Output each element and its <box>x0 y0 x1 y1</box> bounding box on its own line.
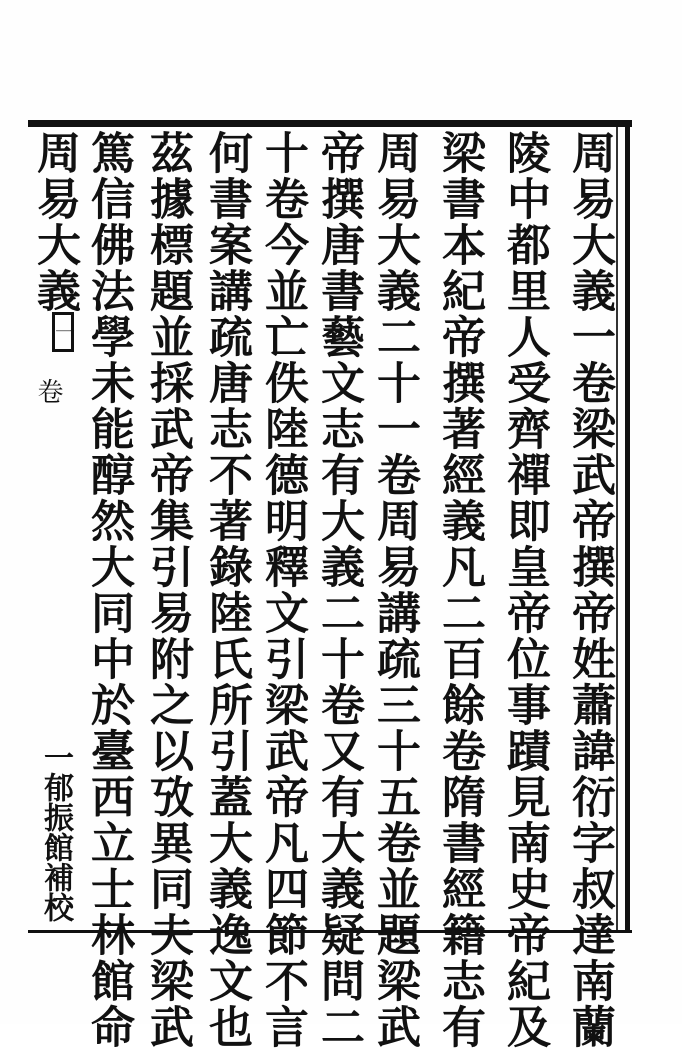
juan-label: 卷 <box>33 378 63 404</box>
frame-right-inner-line <box>616 127 618 930</box>
title-column: 周易大義 <box>29 130 80 314</box>
text-column-5: 帝撰唐書藝文志有大義二十卷又有大義疑問二 <box>313 130 364 1050</box>
text-column-7: 何書案講疏唐志不著錄陸氏所引蓋大義逸文也 <box>201 130 252 1050</box>
text-column-4: 周易大義二十一卷周易講疏三十五卷並題梁武 <box>369 130 420 1050</box>
volume-marker: 一 <box>52 312 74 352</box>
text-column-6: 十卷今並亡佚陸德明釋文引梁武帝凡四節不言 <box>257 130 308 1050</box>
text-column-9: 篤信佛法學未能醇然大同中於臺西立士林館命 <box>83 130 134 1050</box>
collator-note: 一郁振館補校 <box>38 742 73 922</box>
text-column-8: 茲據標題並採武帝集引易附之以攷異同夫梁武 <box>142 130 193 1050</box>
frame-right-border <box>625 120 630 932</box>
text-column-1: 周易大義一卷梁武帝撰帝姓蕭諱衍字叔達南蘭 <box>564 130 615 1050</box>
text-column-3: 梁書本紀帝撰著經義凡二百餘卷隋書經籍志有 <box>434 130 485 1050</box>
text-column-2: 陵中都里人受齊禪即皇帝位事蹟見南史帝紀及 <box>499 130 550 1050</box>
frame-top-border <box>28 120 632 127</box>
